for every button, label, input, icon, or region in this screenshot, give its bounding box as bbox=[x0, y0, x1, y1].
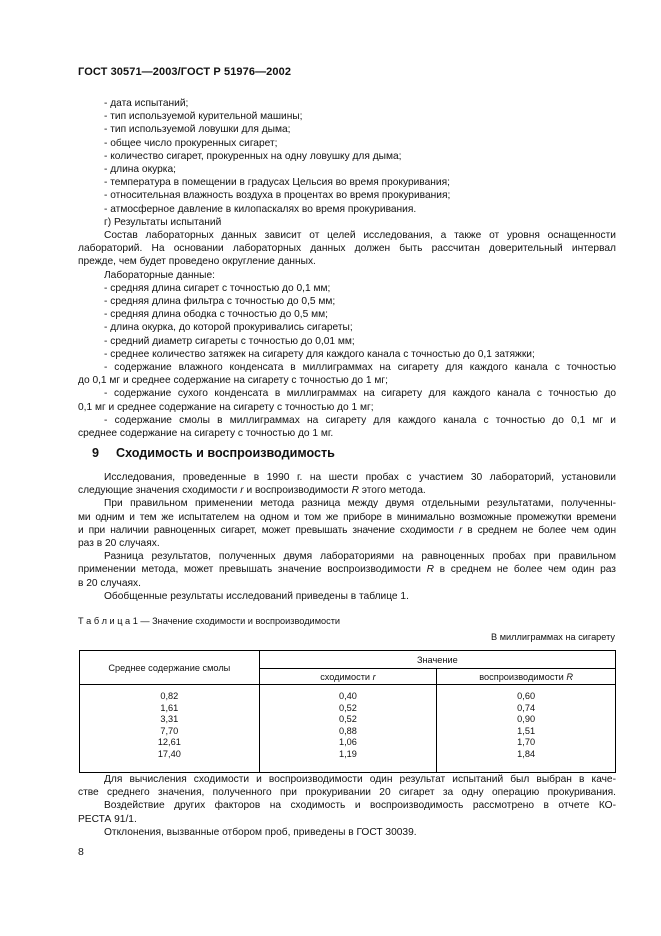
col-header-group: Значение bbox=[259, 651, 615, 669]
list-item: - содержание влажного конденсата в миллиграммах на сигарету для каждого канала с точностью bbox=[104, 362, 616, 374]
table-cell: 0,40 bbox=[338, 691, 357, 701]
paragraph-line: Воздействие других факторов на сходимость и воспроизводимость рассмотрено в отчете КО- bbox=[104, 800, 616, 812]
section-heading bbox=[92, 446, 335, 460]
table-col-R bbox=[437, 685, 616, 773]
paragraph-line: Обобщенные результаты исследований приведены в таблице 1. bbox=[104, 590, 409, 602]
list-item: - температура в помещении в градусах Цельсия во время прокуривания; bbox=[104, 177, 450, 189]
table-cell: 0,90 bbox=[517, 714, 536, 724]
paragraph-line: в 20 случаях. bbox=[78, 577, 141, 589]
list-item: - количество сигарет, прокуренных на одну ловушку для дыма; bbox=[104, 150, 402, 162]
results-table bbox=[79, 650, 616, 773]
table-cell: 0,74 bbox=[517, 702, 536, 713]
table-unit: В миллиграммах на сигарету bbox=[491, 632, 615, 642]
list-item-cont: 0,1 мг и среднее содержание на сигарету с точностью до 1 мг; bbox=[78, 401, 374, 413]
table-cell: 0,88 bbox=[338, 725, 357, 736]
paragraph-line: При правильном применении метода разница между двумя отдельными результатами, полученны- bbox=[104, 498, 616, 510]
table-col-mean bbox=[80, 685, 260, 773]
list-item: - тип используемой ловушки для дыма; bbox=[104, 124, 291, 136]
paragraph-line: Отклонения, вызванные отбором проб, приведены в ГОСТ 30039. bbox=[104, 826, 417, 838]
list-item: - дата испытаний; bbox=[104, 98, 189, 109]
table-cell: 7,70 bbox=[160, 725, 179, 736]
list-item: - содержание смолы в миллиграммах на сигарету для каждого канала с точностью до 0,1 мг и bbox=[104, 414, 616, 426]
paragraph-line: Для вычисления сходимости и воспроизводимости один результат испытаний был выбран в каче- bbox=[104, 774, 616, 785]
paragraph-line: Состав лабораторных данных зависит от целей исследования, а также от уровня оснащенности bbox=[104, 230, 616, 242]
document-header: ГОСТ 30571—2003/ГОСТ Р 51976—2002 bbox=[78, 66, 292, 78]
paragraph-line: применении метода, может превышать значение воспроизводимости R в среднем не более чем один раз bbox=[78, 564, 616, 576]
table-cell: 17,40 bbox=[157, 748, 181, 759]
list-item: - содержание сухого конденсата в миллиграммах на сигарету для каждого канала с точностью до bbox=[104, 388, 616, 400]
col-header-R: воспроизводимости R bbox=[437, 669, 616, 685]
after-table-text bbox=[78, 773, 616, 839]
table-cell: 0,52 bbox=[338, 714, 357, 724]
section-title: Сходимость и воспроизводимость bbox=[116, 446, 335, 460]
table-caption: Т а б л и ц а 1 — Значение сходимости и воспроизводимости bbox=[78, 616, 341, 626]
table-col-r bbox=[259, 685, 437, 773]
list-item-cont: до 0,1 мг и среднее содержание на сигарету с точностью до 1 мг; bbox=[78, 375, 388, 387]
table-cell: 12,61 bbox=[157, 737, 181, 747]
list-item: - средняя длина ободка с точностью до 0,5 мм; bbox=[104, 309, 328, 321]
table-cell: 0,60 bbox=[517, 691, 536, 701]
table-cell: 3,31 bbox=[160, 714, 179, 724]
list-item: - длина окурка; bbox=[104, 164, 176, 176]
list-item: - тип используемой курительной машины; bbox=[104, 111, 303, 123]
table-cell: 1,06 bbox=[338, 737, 357, 747]
col-header-r: сходимости r bbox=[259, 669, 437, 685]
paragraph-line: стве среднего значения, полученного при прокуривании 20 сигарет за одну операцию прокуривания. bbox=[78, 787, 616, 799]
paragraph-line: следующие значения сходимости r и воспроизводимости R этого метода. bbox=[78, 485, 426, 497]
lab-data-title: Лабораторные данные: bbox=[104, 269, 215, 281]
table-cell: 0,52 bbox=[338, 702, 357, 713]
list-item: - среднее количество затяжек на сигарету для каждого канала с точностью до 0,1 затяжки; bbox=[104, 348, 535, 360]
list-item: - длина окурка, до которой прокуривались сигареты; bbox=[104, 322, 353, 334]
list-item: - средняя длина сигарет с точностью до 0,1 мм; bbox=[104, 282, 331, 294]
paragraph-line: раз в 20 случаях. bbox=[78, 538, 160, 550]
main-text-block bbox=[78, 97, 616, 440]
list-item: - средний диаметр сигареты с точностью до 0,01 мм; bbox=[104, 335, 355, 347]
paragraph-line: лабораторий. На основании лабораторных данных должен быть рассчитан доверительный интервал bbox=[78, 243, 616, 255]
paragraph-line: РЕСТА 91/1. bbox=[78, 813, 137, 825]
list-item-cont: среднее содержание на сигарету с точностью до 1 мг. bbox=[78, 428, 334, 440]
list-item: - относительная влажность воздуха в процентах во время прокуривания; bbox=[104, 190, 451, 202]
paragraph-line: ми одним и тем же испытателем на одном и том же приборе в минимально возможные промежутки времени bbox=[78, 511, 616, 523]
table-cell: 1,51 bbox=[517, 725, 536, 736]
table-cell: 1,70 bbox=[517, 737, 536, 747]
section-text-block bbox=[78, 471, 616, 603]
list-item: - общее число прокуренных сигарет; bbox=[104, 137, 278, 149]
subsection-heading: г) Результаты испытаний bbox=[104, 216, 222, 228]
table-cell: 1,84 bbox=[517, 748, 536, 759]
page-number: 8 bbox=[78, 846, 84, 858]
table-cell: 1,61 bbox=[160, 702, 179, 713]
paragraph-line: Разница результатов, полученных двумя лабораториями на равноценных пробах при правильном bbox=[104, 551, 616, 563]
table-cell: 0,82 bbox=[160, 691, 179, 701]
col-header-mean: Среднее содержание смолы bbox=[80, 651, 260, 685]
table-cell: 1,19 bbox=[338, 748, 357, 759]
section-number: 9 bbox=[92, 446, 100, 460]
paragraph-line: прежде, чем будет проведено округление данных. bbox=[78, 256, 316, 268]
list-item: - атмосферное давление в килопаскалях во время прокуривания. bbox=[104, 203, 417, 215]
paragraph-line: Исследования, проведенные в 1990 г. на шести пробах с участием 30 лабораторий, установили bbox=[104, 472, 616, 483]
paragraph-line: и при наличии равноценных сигарет, может превышать значение сходимости r в среднем не более чем один bbox=[78, 524, 616, 536]
list-item: - средняя длина фильтра с точностью до 0,5 мм; bbox=[104, 296, 336, 308]
